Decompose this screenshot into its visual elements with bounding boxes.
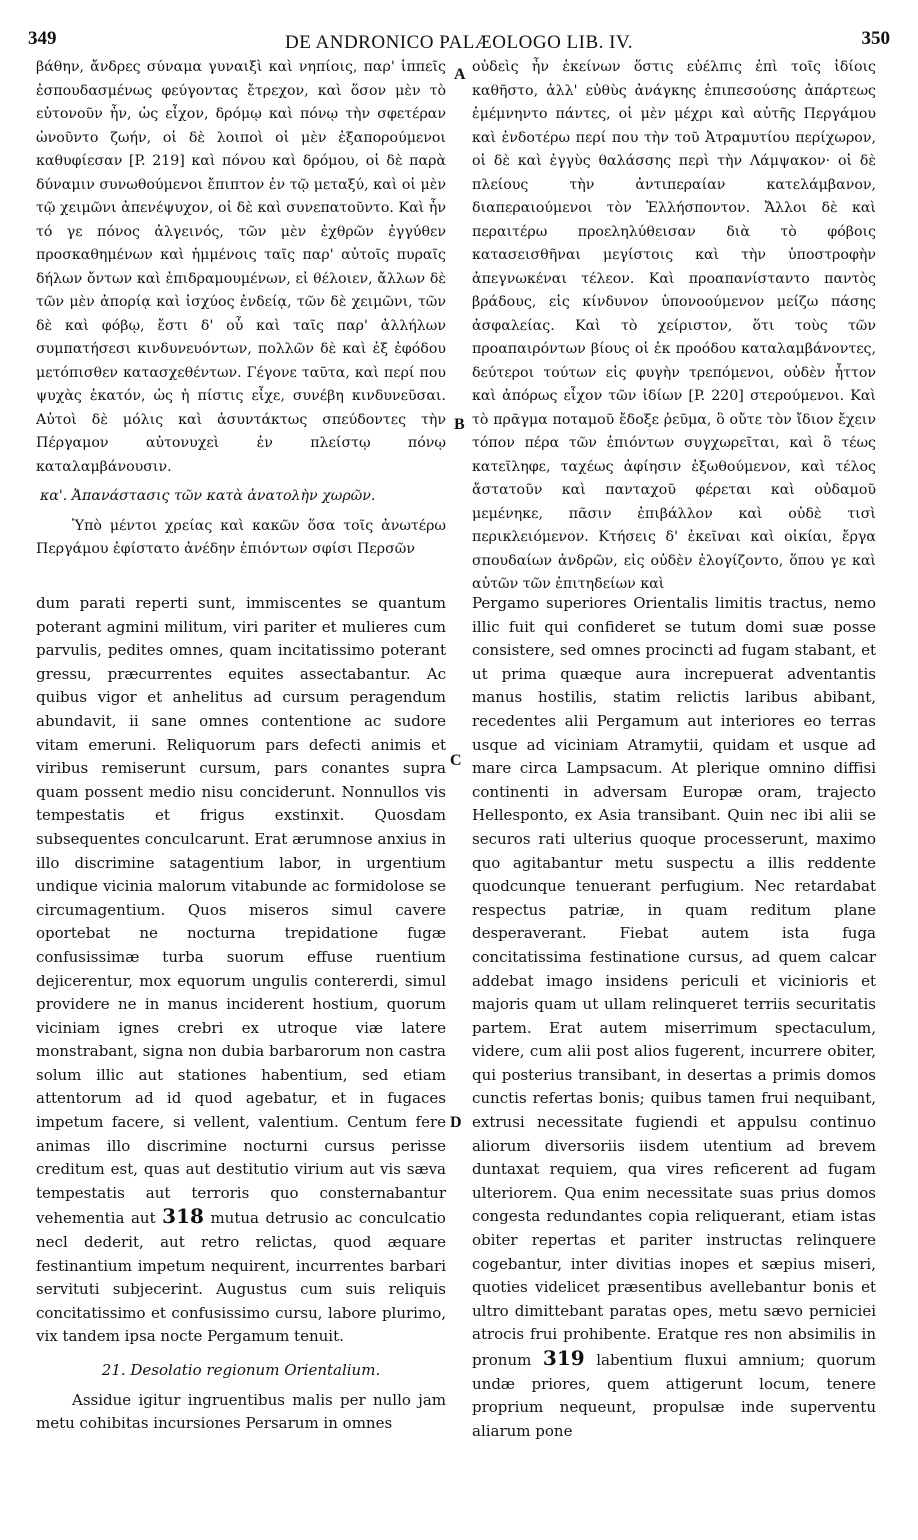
greek-column-left <box>36 56 446 562</box>
margin-marker-d: D <box>450 1114 462 1131</box>
latin-section-title: 21. Desolatio regionum Orientalium. <box>101 1361 381 1379</box>
latin-paragraph <box>36 592 446 1349</box>
page-number-left: 349 <box>28 28 57 49</box>
margin-marker-a: A <box>454 66 466 83</box>
margin-marker-b: B <box>454 416 465 433</box>
latin-text: dum parati reperti sunt, immiscentes se quantum poterant agmini militum, viri pariter et mulieres cum parvulis, pedites omnes, quam incitatissimo poterant gressu, præcurrentes equites assectabantur. Ac quibus vigor et anhelitus ad cursum peragendum abundavit, ii sane omnes contentione ac sudore vitam emeruni. Reliquorum pars defecti animis et viribus remiserunt cursum, pars conantes supra quam possent medio nisu conciderunt. Nonnullos vis tempestatis et frigus exstinxit. Quosdam subsequentes conculcarunt. Erat ærumnose anxius in illo discrimine satagentium labor, in urgentium undique vicinia malorum vitabunde ac formidolose se circumagentium. Quos miseros simul cavere oportebat ne nocturna trepidatione fugæ confusissimæ turba suorum effuse ruentium dejicerentur, mox equorum ungulis contererdi, simul providere ne in manus inciderent hostium, quorum viciniam ignes crebri ex utroque viæ latere monstrabant, signa non dubia barbarorum non castra solum illic aut stationes habentium, sed etiam attentorum ad id quod agebatur, et in fugaces impetum facere, si vellent, valentium. Centum fere animas illo discrimine nocturni cursus perisse creditum est, quas aut destitutio virium aut vis sæva tempestatis aut terroris quo consternabantur vehementia aut <box>36 594 446 1228</box>
latin-text: Pergamo superiores Orientalis limitis tractus, nemo illic fuit qui confideret se tutum domi suæ posse consistere, sed omnes procincti ad fugam stabant, et ut prima quæque aura increpuerat adventantis manus hostilis, statim relictis laribus abibant, recedentes alii Pergamum aut interiores eo terras usque ad viciniam Atramytii, quidam et usque ad mare circa Lampsacum. At plerique omnino diffisi continenti in adversam Europæ oram, trajecto Hellesponto, ex Asia transibant. Quin nec ibi alii se securos rati ulterius quoque processerunt, maximo quo agitabantur metu suspectu a illis reddente quodcunque tenuerant perfugium. Nec retardabat respectus patriæ, in quam reditum plane desperaverant. Fiebat autem ista fuga concitatissima festinatione cursus, ad quem calcar addebat imago insidens periculi et vicinioris et majoris quam ut ullam relinqueret terriis securitatis partem. Erat autem miserrimum spectaculum, videre, cum alii post alios fugerent, incurrere obiter, qui posterius transibant, in desertas a primis domos cunctis refertas bonis; quibus tamen frui nequibant, extrusi necessitate fugiendi et appulsu continuo aliorum diversoriis iisdem utentium ad brevem duntaxat requiem, qua vires reficerent ad fugam ulteriorem. Qua enim necessitate suas prius domos congesta redundantes copia reliquerant, etiam istas obiter repertas et pariter instructas relinquere cogebantur, inter divitias inopes et sæpius miseri, quoties videlicet præsentibus avellebantur bonis et ultro dimittebant paratas opes, metu sævo perniciei atrocis frui prohibente. Eratque res non absimilis in pronum <box>472 594 876 1369</box>
latin-text: mutua detrusio ac conculcatio necl dederit, aut retro relictas, quod æquare festinantium impetum nequirent, incurrentes barbari servituti subjecerint. Augustus cum suis reliquis concitatissimo et confusissimo cursu, labore plurimo, vix tandem ipsa nocte Pergamum tenuit. <box>36 1209 446 1346</box>
greek-column-right <box>472 56 876 597</box>
latin-text: labentium fluxui amnium; quorum undæ priores, quem attigerunt locum, tenere proprium nequeunt, propulsæ inde superventu aliarum pone <box>472 1351 876 1440</box>
latin-column-right <box>472 592 876 1443</box>
latin-column-left <box>36 592 446 1436</box>
latin-paragraph <box>472 592 876 1443</box>
page-reference-number: 319 <box>542 1346 585 1370</box>
greek-paragraph: οὐδεὶς ἦν ἐκείνων ὅστις εὐέλπις ἐπὶ τοῖς ἰδίοις καθῆστο, ἀλλ' εὐθὺς ἀνάγκης ἐπιπεσούσης ἀπάρτεως ἐμέμνηντο πάντες, οἱ μὲν μέχρι καὶ αὐτῆς Περγάμου καὶ ἐνδοτέρω περί που τὴν τοῦ Ἀτραμυτίου περίχωρον, οἱ δὲ καὶ ἐγγὺς θαλάσσης περὶ τὴν Λάμψακον· οἱ δὲ πλείους τὴν ἀντιπεραίαν κατελάμβανον, διαπεραιούμενοι τὸν Ἑλλήσποντον. Ἄλλοι δὲ καὶ περαιτέρω προεληλύθεισαν διὰ τὸ φόβοις κατασεισθῆναι μεγίστοις καὶ τὴν ὑποστροφὴν ἀπεγνωκέναι τέλεον. Καὶ προαπανίσταντο παντὸς βράδους, εἰς κίνδυνον ὑπονοούμενον μείζω πάσης ἀσφαλείας. Καὶ τὸ χείριστον, ὅτι τοὺς τῶν προαπαιρόντων βίους οἱ ἐκ προόδου καταλαμβάνοντες, δεύτεροι τούτων εἰς φυγὴν τρεπόμενοι, οὐδὲν ἧττον καὶ ἀπόρως εἶχον τῶν ἰδίων [P. 220] στερούμενοι. Καὶ τὸ πρᾶγμα ποταμοῦ ἔδοξε ῥεῦμα, ὃ οὔτε τὸν ἴδιον ἔχειν τόπον πέρα τῶν ἐπιόντων συγχωρεῖται, καὶ ὃ τέως κατεῖληφε, ταχέως ἀφίησιν ἐξωθούμενον, καὶ τέλος ἄστατοῦν καὶ πανταχοῦ φέρεται καὶ οὐδαμοῦ μεμένηκε, πᾶσιν ἐπιβάλλον καὶ οὐδὲ τισὶ περικλειόμενον. Κτήσεις δ' ἐκεῖναι καὶ οἰκίαι, ἔργα σπουδαίων ἀνδρῶν, εἰς οὐδὲν ἐλογίζοντο, ὅπου γε καὶ αὐτῶν τῶν ἐπιτηδείων καὶ <box>472 59 876 592</box>
greek-section-title: κα'. Ἀπανάστασις τῶν κατὰ ἀνατολὴν χωρῶν. <box>40 488 376 504</box>
greek-paragraph: βάθην, ἄνδρες σύναμα γυναιξὶ καὶ νηπίοις, παρ' ἱππεῖς ἐσπουδασμένως φεύγοντας ἔτρεχον, καὶ ὅσον μὲν τὸ εὐτονοῦν ἦν, ὡς εἶχον, δρόμῳ καὶ πόνῳ τὴν σφετέραν ὠνοῦντο ζωήν, οἱ δὲ λοιποὶ οἱ μὲν ἐξαπορούμενοι καθυφίεσαν [P. 219] καὶ πόνου καὶ δρόμου, οἱ δὲ παρὰ δύναμιν συνωθούμενοι ἔπιπτον ἐν τῷ μεταξύ, καὶ οἱ μὲν τῷ χειμῶνι ἀπενέψυχον, οἱ δὲ καὶ συνεπατοῦντο. Καὶ ἦν τό γε πόνος ἀλγεινός, τῶν μὲν ἐχθρῶν ἐγγύθεν προσκαθημένων καὶ ἡμμένοις ταῖς παρ' αὐτοῖς πυραῖς δήλων ὄντων καὶ ἐπιδραμουμένων, εἰ θέλοιεν, ἄλλων δὲ τῶν μὲν ἀπορίᾳ καὶ ἰσχύος ἐνδείᾳ, τῶν δὲ χειμῶνι, τῶν δὲ καὶ φόβῳ, ἔστι δ' οὗ καὶ ταῖς παρ' ἀλλήλων συμπατήσεσι κινδυνευόντων, πολλῶν δὲ καὶ ἐξ ἐφόδου μετόπισθεν κατασχεθέντων. Γέγονε ταῦτα, καὶ περί που ψυχὰς ἑκατόν, ὡς ἡ πίστις εἶχε, συνέβη κινδυνεῦσαι. Αὐτοὶ δὲ μόλις καὶ ἀσυντάκτως σπεύδοντες τὴν Πέργαμον αὐτονυχεὶ ἐν πλείστῳ πόνῳ καταλαμβάνουσιν. <box>36 59 446 475</box>
running-header <box>28 10 890 53</box>
page-reference-number: 318 <box>162 1204 204 1229</box>
greek-paragraph: Ὑπὸ μέντοι χρείας καὶ κακῶν ὅσα τοῖς ἀνωτέρω Περγάμου ἐφίστατο ἀνέδην ἐπιόντων σφίσι Περσῶν <box>36 517 446 557</box>
margin-marker-c: C <box>450 752 462 769</box>
page-number-right: 350 <box>861 28 890 49</box>
latin-paragraph: Assidue igitur ingruentibus malis per nullo jam metu cohibitas incursiones Persarum in omnes <box>36 1390 446 1433</box>
running-title: DE ANDRONICO PALÆOLOGO LIB. IV. <box>284 32 634 53</box>
